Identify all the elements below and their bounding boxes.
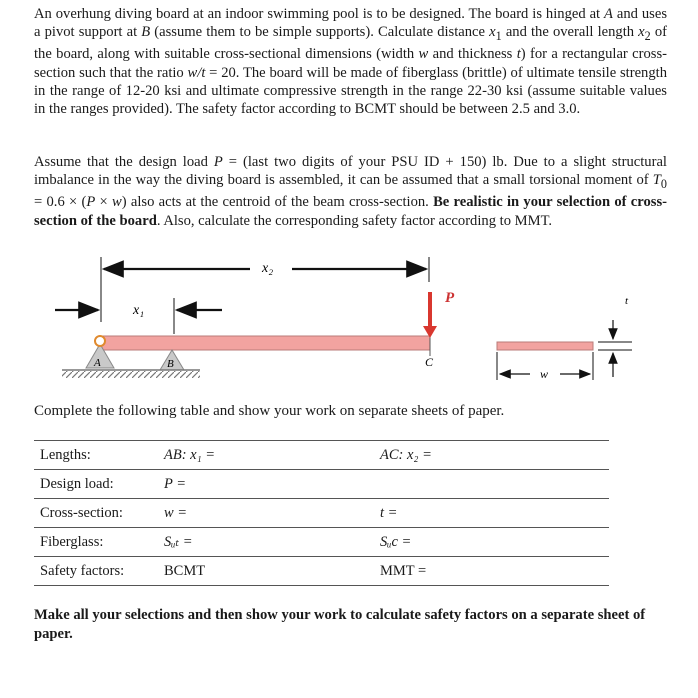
ratio-wt: w/t: [187, 64, 206, 81]
t-label: t: [625, 295, 629, 307]
final-instruction: Make all your selections and then show your work to calculate safety factors on a separate sheet of paper.: [34, 607, 646, 642]
var-w: w: [418, 46, 429, 63]
text-run: = 20. The board will be made of fiberglass (brittle) of ultimate tensile strength in the range of 12-20 ksi and ultimate compressive strength in the range 22-30 ksi (assume suitable values in the ranges provided). The safety factor according to BCMT should be between 2.5 and 3.0.: [34, 64, 667, 117]
row-label: Lengths:: [40, 446, 91, 463]
answer-cell: AB: x₁ =: [164, 446, 216, 463]
answer-cell: MMT =: [380, 562, 427, 579]
subscript: 1: [495, 29, 502, 44]
text-run: An overhung diving board at an indoor swimming pool is to be designed. The board is hinged at: [34, 6, 605, 22]
var-t0: T: [652, 172, 661, 189]
text-run: ) for a rectangular cross-section such that the ratio: [34, 46, 667, 81]
var-x: x: [638, 24, 645, 41]
row-label: Fiberglass:: [40, 533, 104, 550]
results-table: [34, 440, 609, 586]
support-b-label: B: [167, 358, 174, 370]
var-p: P: [213, 154, 223, 170]
bold-instruction: Be realistic in your selection of cross-section of the board: [34, 194, 667, 229]
load-p-label: P: [445, 290, 455, 306]
var-w: w: [112, 194, 122, 211]
point-a: A: [604, 6, 613, 22]
support-a-label: A: [94, 357, 101, 369]
diving-board: [100, 336, 430, 350]
problem-paragraph-1: [34, 5, 667, 118]
x1-label: x₁: [133, 303, 145, 318]
table-row: [34, 528, 609, 557]
text-run: (assume them to be simple supports). Calculate distance: [150, 24, 490, 41]
table-row: [34, 470, 609, 499]
text-run: = 0.6 × (: [34, 194, 87, 211]
diving-board-figure: [0, 252, 698, 392]
table-row: [34, 499, 609, 528]
table-prompt: Complete the following table and show your work on separate sheets of paper.: [34, 403, 505, 419]
text-run: = (last two digits of your PSU ID + 150) lb. Due to a slight structural imbalance in the way the diving board is assembled, it can be assumed that a small torsional moment of: [34, 154, 667, 189]
answer-cell: P =: [164, 475, 187, 492]
var-p: P: [86, 194, 96, 211]
answer-cell: BCMT: [164, 562, 206, 579]
point-b: B: [141, 24, 151, 41]
var-x: x: [489, 24, 496, 41]
text-run: Assume that the design load: [34, 154, 214, 170]
end-c-label: C: [425, 355, 434, 369]
answer-cell: w =: [164, 504, 188, 521]
x2-label: x₂: [262, 261, 274, 276]
subscript: 0: [660, 177, 667, 192]
text-run: . Also, calculate the corresponding safety factor according to MMT.: [156, 212, 553, 229]
table-row: [34, 441, 609, 470]
subscript: 2: [644, 29, 651, 44]
row-label: Cross-section:: [40, 504, 123, 521]
problem-paragraph-2: [34, 153, 667, 230]
text-run: ) also acts at the centroid of the beam cross-section.: [121, 194, 434, 211]
answer-cell: t =: [380, 504, 398, 521]
text-run: and uses a pivot support at: [34, 6, 667, 41]
cross-section-rect: [497, 342, 593, 350]
hinge-pin: [95, 336, 105, 346]
text-run: ×: [95, 194, 113, 211]
var-t: t: [516, 46, 521, 63]
answer-cell: Sᵤc =: [380, 533, 412, 550]
text-run: and the overall length: [501, 24, 639, 41]
answer-cell: AC: x₂ =: [380, 446, 432, 463]
row-label: Safety factors:: [40, 562, 125, 579]
table-row: [34, 557, 609, 586]
text-run: and thickness: [428, 46, 517, 63]
answer-cell: Sᵤₜ =: [164, 533, 193, 550]
ground-hatch: [62, 371, 200, 378]
text-run: of the board, along with suitable cross-sectional dimensions (width: [34, 24, 668, 63]
row-label: Design load:: [40, 475, 114, 492]
answer-cell: [374, 470, 609, 499]
w-label: w: [540, 367, 549, 381]
